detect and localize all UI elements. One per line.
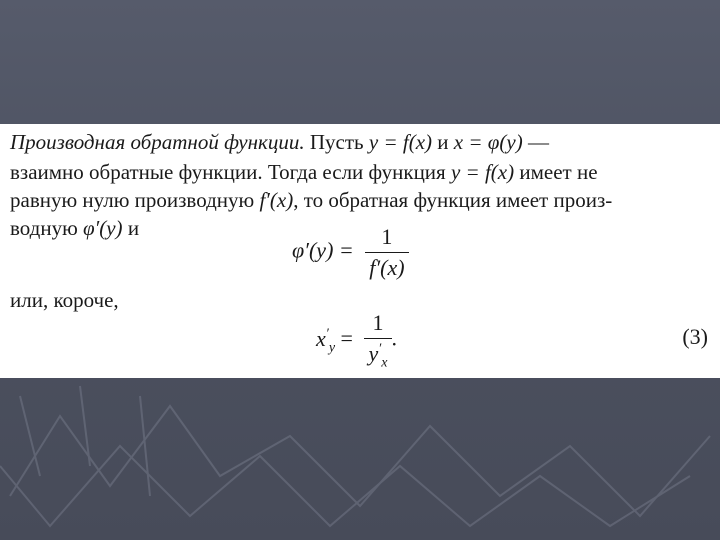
math-f-prime-x: f′(x) xyxy=(259,188,294,212)
math-y-eq-fx: y = f(x) xyxy=(368,130,433,154)
paragraph-line-2: взаимно обратные функции. Тогда если функция y = f(x) имеет не xyxy=(10,160,598,184)
formula1-numerator: 1 xyxy=(381,224,393,249)
math-phi-prime-y: φ′(y) xyxy=(83,216,123,240)
formula1-denominator: f′(x) xyxy=(365,252,408,281)
formula2-denominator: $y'_x$ xyxy=(364,338,391,371)
math-y-eq-fx-2: y = f(x) xyxy=(450,160,515,184)
paragraph-line-1: Производная обратной функции. Пусть y = f(x) и x = φ(y) — xyxy=(10,130,549,154)
math-x-eq-phiy: x = φ(y) xyxy=(453,130,523,154)
definition-title: Производная обратной функции. xyxy=(10,130,305,154)
formula-short-form: $x'_y$ = $\frac{1}{y'_x}$ . xyxy=(316,310,398,371)
formula2-fraction xyxy=(364,310,391,371)
connector-text: или, короче, xyxy=(10,288,119,312)
equation-number: (3) xyxy=(682,324,708,349)
formula2-lhs: $x'_y$ xyxy=(316,325,336,356)
formula-inverse-derivative xyxy=(292,224,409,281)
formula1-fraction xyxy=(365,224,408,281)
paragraph-line-3: равную нулю производную f′(x), то обратная функция имеет произ- xyxy=(10,188,613,212)
paragraph-line-4: водную φ′(y) и xyxy=(10,216,140,240)
slide-text-panel xyxy=(0,124,720,378)
formula1-lhs: φ′(y) = xyxy=(292,237,354,263)
decorative-background-pattern xyxy=(0,376,720,540)
formula2-numerator: 1 xyxy=(372,310,384,335)
